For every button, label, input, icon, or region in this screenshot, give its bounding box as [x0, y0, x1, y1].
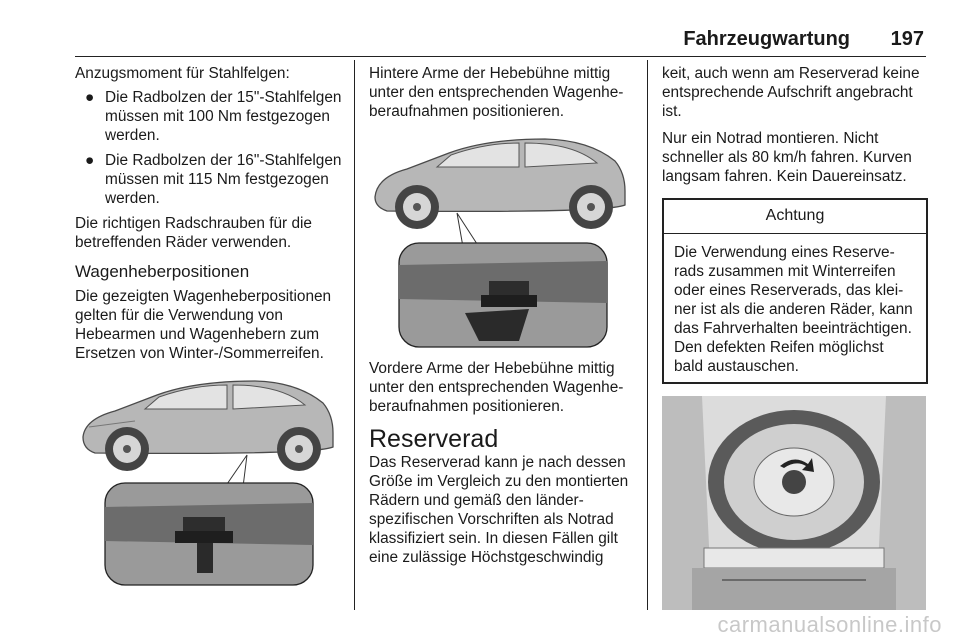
list-item: [75, 151, 347, 208]
bullet-icon: ●: [85, 89, 95, 106]
list-item-text: Die Radbolzen der 15"-Stahlfelgen müssen mit 100 Nm festgezogen werden.: [105, 89, 342, 144]
list-item: [75, 88, 347, 145]
warning-text: Die Verwendung eines Reserverads zusammen mit Winterreifen oder eines Reserverads, das kleiner ist als die anderen Räder, kann das Fahrverhalten beeinträchtigen. Den defekten Reifen möglichst bald austauschen.: [674, 244, 913, 375]
rear-arms-text: Hintere Arme der Hebebühne mittig unter den entsprechenden Wagenheberaufnahmen positionieren.: [369, 65, 624, 120]
jack-positions-text: Die gezeigten Wagenheberpositionen gelten für die Verwendung von Hebearmen und Wagenhebern zum Ersetzen von Winter-/Sommerreifen.: [75, 288, 332, 362]
spare-wheel-text: Das Reserverad kann je nach dessen Größe im Vergleich zu den montierten Rädern und gemäß den länderspezifischen Vorschriften als Notrad klassifiziert sein. In diesen Fällen gilt eine zulässige Höchstgeschwindig: [369, 454, 629, 566]
emergency-wheel-note: Nur ein Notrad montieren. Nicht schneller als 80 km/h fahren. Kurven langsam fahren. Kein Dauereinsatz.: [662, 130, 912, 185]
jack-positions-heading: Wagenheberpositionen: [75, 262, 250, 281]
front-arms-text: Vordere Arme der Hebebühne mittig unter den entsprechenden Wagenheberaufnahmen positionieren.: [369, 360, 624, 415]
page-header: [75, 26, 926, 57]
torque-intro: Anzugsmoment für Stahlfelgen:: [75, 65, 290, 82]
column-1: [75, 64, 347, 587]
wheel-bolts-note: Die richtigen Radschrauben für die betreffenden Räder verwenden.: [75, 215, 312, 251]
torque-list: [75, 88, 347, 208]
list-item-text: Die Radbolzen der 16"-Stahlfelgen müssen mit 115 Nm festgezogen werden.: [105, 152, 342, 207]
column-divider-right: [647, 60, 648, 610]
column-2: [369, 64, 634, 575]
car-front-jack-point-illustration: [75, 375, 339, 587]
warning-title: Achtung: [664, 200, 926, 234]
car-rear-jack-point-illustration: [369, 131, 633, 349]
header-title: Fahrzeugwartung: [683, 28, 850, 50]
warning-box: [662, 198, 928, 384]
spare-wheel-heading: Reserverad: [369, 425, 499, 453]
column-3: [662, 64, 928, 610]
spare-wheel-trunk-illustration: [662, 396, 926, 610]
speed-continuation-text: keit, auch wenn am Reserverad keine entsprechende Aufschrift angebracht ist.: [662, 65, 920, 120]
bullet-icon: ●: [85, 152, 95, 169]
page-number: 197: [890, 28, 924, 50]
column-divider-left: [354, 60, 355, 610]
watermark: carmanualsonline.info: [717, 612, 942, 637]
